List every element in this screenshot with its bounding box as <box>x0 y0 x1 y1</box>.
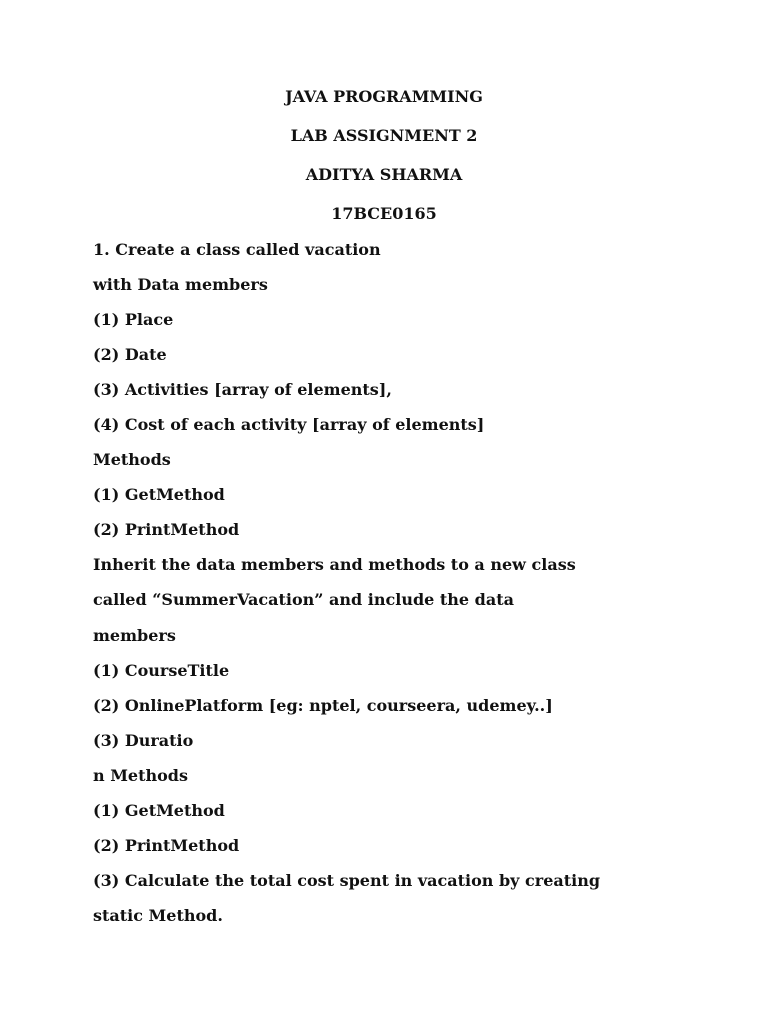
assignment-title: LAB ASSIGNMENT 2 <box>290 126 478 145</box>
question-line: Inherit the data members and methods to a new class <box>93 555 576 574</box>
question-line: (3) Activities [array of elements], <box>93 380 392 399</box>
question-line: (3) Duratio <box>93 731 194 750</box>
question-line: static Method. <box>93 906 223 925</box>
question-line: (4) Cost of each activity [array of elements] <box>93 415 485 434</box>
question-line: (3) Calculate the total cost spent in vacation by creating <box>93 871 601 890</box>
question-line: (2) Date <box>93 345 167 364</box>
question-line: (1) Place <box>93 310 174 329</box>
question-line: (2) PrintMethod <box>93 836 240 855</box>
course-title: JAVA PROGRAMMING <box>285 87 483 106</box>
student-name: ADITYA SHARMA <box>305 165 463 184</box>
question-line: (2) PrintMethod <box>93 520 240 539</box>
question-line: n Methods <box>93 766 188 785</box>
question-line: 1. Create a class called vacation <box>93 240 381 259</box>
question-line: with Data members <box>93 275 268 294</box>
question-line: (2) OnlinePlatform [eg: nptel, courseera, udemey..] <box>93 696 553 715</box>
question-line: members <box>93 626 176 645</box>
question-line: (1) CourseTitle <box>93 661 230 680</box>
question-line: (1) GetMethod <box>93 485 225 504</box>
question-line: Methods <box>93 450 171 469</box>
question-line: (1) GetMethod <box>93 801 225 820</box>
registration-number: 17BCE0165 <box>331 204 437 223</box>
question-line: called “SummerVacation” and include the data <box>93 590 514 609</box>
